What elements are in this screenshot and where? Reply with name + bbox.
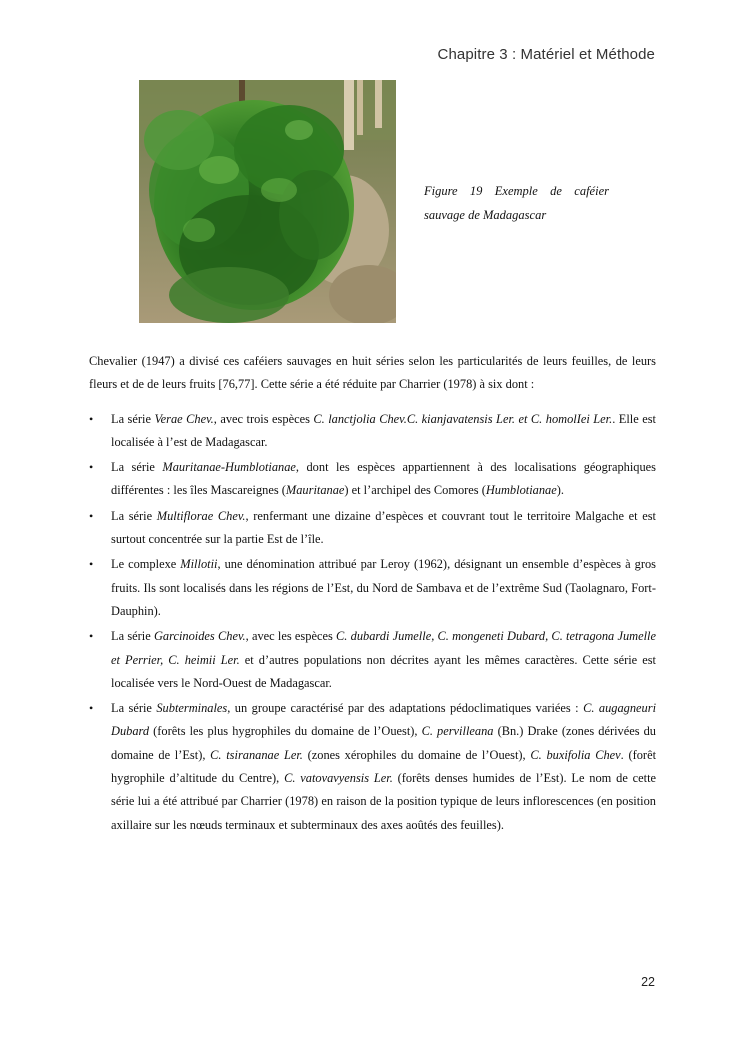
list-item-verae: • La série Verae Chev., avec trois espèces C. lanctjolia Chev.C. kianjavatensis Ler. et C. homolIei Ler.. Elle est localisée à l’est de Madagascar. bbox=[89, 408, 656, 455]
page-number: 22 bbox=[641, 975, 655, 989]
list-item-multiflorae: • La série Multiflorae Chev., renfermant une dizaine d’espèces et couvrant tout le territoire Malgache et est surtout concentrée sur la partie Est de l’île. bbox=[89, 505, 656, 552]
body-text bbox=[89, 350, 656, 839]
list-item-mauritanae: • La série Mauritanae-Humblotianae, dont les espèces appartiennent à des localisations géographiques différentes : les îles Mascareignes (Mauritanae) et l’archipel des Comores (Humblotianae). bbox=[89, 456, 656, 503]
bullet-icon: • bbox=[89, 701, 94, 716]
bullet-icon: • bbox=[89, 508, 94, 523]
intro-paragraph: Chevalier (1947) a divisé ces caféiers sauvages en huit séries selon les particularités de leurs feuilles, de leurs fleurs et de de leurs fruits [76,77]. Cette série a été réduite par Charrier (1978) à six dont : bbox=[89, 354, 656, 392]
chapter-header: Chapitre 3 : Matériel et Méthode bbox=[437, 46, 655, 63]
figure-caption: Figure 19 Exemple de caféier sauvage de Madagascar bbox=[424, 184, 609, 222]
series-list bbox=[89, 408, 656, 837]
coffee-shrub-illustration bbox=[139, 80, 396, 323]
list-item-garcinoides: • La série Garcinoides Chev., avec les espèces C. dubardi Jumelle, C. mongeneti Dubard, C. tetragona Jumelle et Perrier, C. heimii Ler. et d’autres populations non décrites ayant les mêmes caractères. Cette série est localisée vers le Nord-Ouest de Madagascar. bbox=[89, 625, 656, 695]
bullet-icon: • bbox=[89, 460, 94, 475]
list-item-millotii: • Le complexe Millotii, une dénomination attribué par Leroy (1962), désignant un ensemble d’espèces à gros fruits. Ils sont localisés dans les régions de l’Est, du Nord de Sambava et de l’extrême Sud (Taolagnaro, Fort-Dauphin). bbox=[89, 553, 656, 623]
list-item-subterminales: • La série Subterminales, un groupe caractérisé par des adaptations pédoclimatiques variées : C. augagneuri Dubard (forêts les plus hygrophiles du domaine de l’Ouest), C. pervilleana (Bn.) Drake (zones dérivées du domaine de l’Est), C. tsirananae Ler. (zones xérophiles du domaine de l’Ouest), C. buxifolia Chev. (forêt hygrophile d’altitude du Centre), C. vatovavyensis Ler. (forêts denses humides de l’Est). Le nom de cette série lui a été attribué par Charrier (1978) en raison de la position typique de leurs inflorescences (en position axillaire sur les nœuds terminaux et subterminaux des axes aoûtés des feuilles). bbox=[89, 697, 656, 837]
bullet-icon: • bbox=[89, 557, 94, 572]
bullet-icon: • bbox=[89, 411, 94, 426]
coffee-shrub-photo bbox=[139, 80, 396, 323]
bullet-icon: • bbox=[89, 629, 94, 644]
